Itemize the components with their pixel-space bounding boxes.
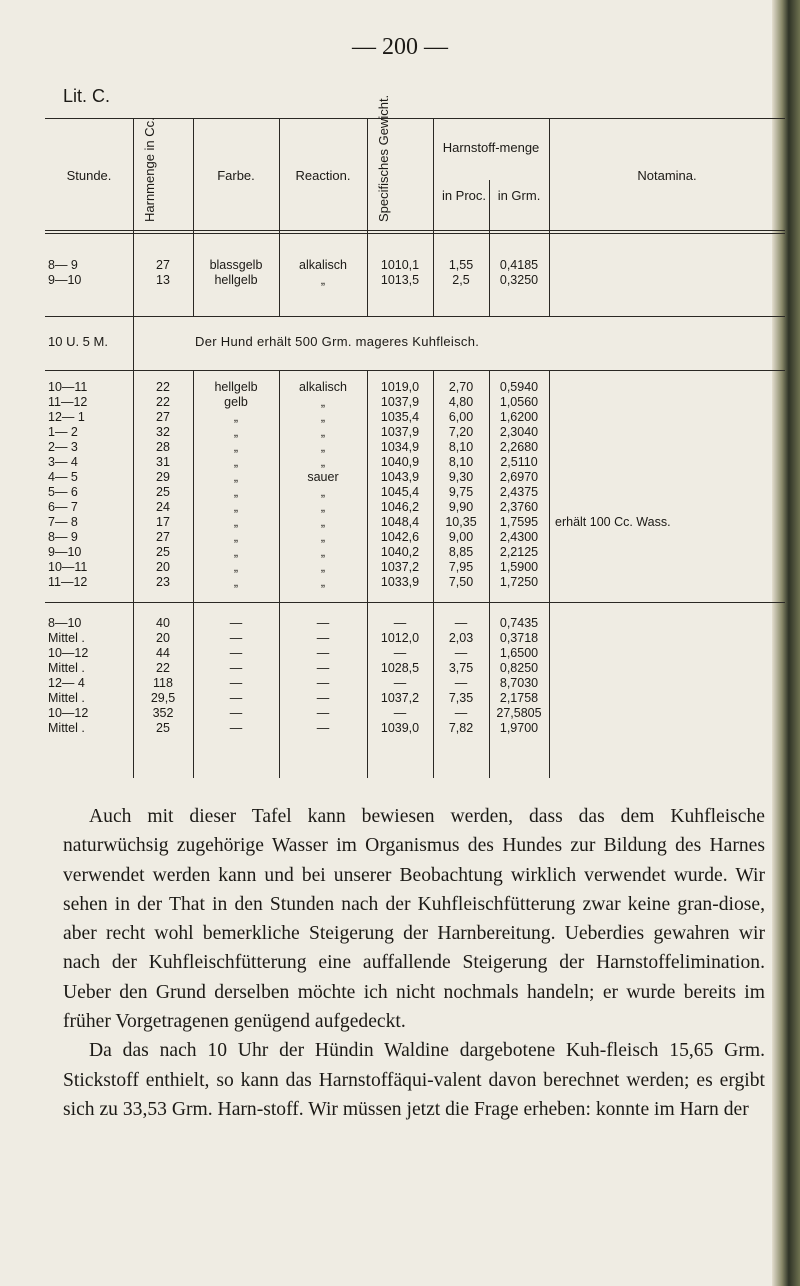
header-notamina: Notamina. <box>637 168 697 183</box>
table-row <box>45 721 785 736</box>
table-cell: 29 <box>156 470 170 484</box>
table-cell: 0,4185 <box>499 258 539 272</box>
table-cell: 8,85 <box>448 545 474 559</box>
table-cell: — <box>316 631 330 645</box>
table-cell: — <box>393 676 407 690</box>
table-cell: 1,5900 <box>499 560 539 574</box>
table-cell: 1,0560 <box>499 395 539 409</box>
page-number: — 200 — <box>352 34 448 60</box>
rule-note <box>45 370 785 371</box>
rule-header-bottom-double <box>45 233 785 234</box>
table-cell: 1040,2 <box>380 545 420 559</box>
table-cell: „ <box>320 425 326 439</box>
table-cell: — <box>316 706 330 720</box>
table-cell: „ <box>233 440 239 454</box>
table-cell: 22 <box>156 395 170 409</box>
table-row <box>45 616 785 631</box>
table-cell: „ <box>233 410 239 424</box>
table-cell <box>549 395 689 410</box>
table-cell: 23 <box>156 575 170 589</box>
table-cell <box>549 575 689 590</box>
table-cell <box>549 530 689 545</box>
table-cell: 12— 4 <box>48 676 85 690</box>
table-cell: 1037,9 <box>380 425 420 439</box>
table-cell: 6,00 <box>448 410 474 424</box>
table-cell: 0,7435 <box>499 616 539 630</box>
table-cell: Mittel . <box>48 631 85 645</box>
table-cell: 2,4375 <box>499 485 539 499</box>
table-cell: 11—12 <box>48 575 88 589</box>
table-cell: — <box>316 721 330 735</box>
table-cell: 8— 9 <box>48 258 78 272</box>
header-harnstoff-grm: in Grm. <box>497 188 541 203</box>
table-row <box>45 706 785 721</box>
feeding-note-time: 10 U. 5 M. <box>48 334 108 349</box>
rule-section-b <box>45 602 785 603</box>
table-cell: 27 <box>156 410 170 424</box>
table-cell <box>549 470 689 485</box>
table-cell: „ <box>233 485 239 499</box>
table-cell: 22 <box>156 661 170 675</box>
table-cell: alkalisch <box>299 258 347 272</box>
table-cell <box>549 646 689 661</box>
table-cell <box>549 380 689 395</box>
table-row <box>45 646 785 661</box>
table-cell: erhält 100 Cc. Wass. <box>555 515 671 529</box>
table-cell: 27 <box>156 258 170 272</box>
header-reaction: Reaction. <box>295 168 351 183</box>
table-cell <box>549 676 689 691</box>
table-cell: 10—11 <box>48 560 88 574</box>
table-cell: 1048,4 <box>380 515 420 529</box>
table-cell: — <box>454 646 468 660</box>
table-cell: 1,6200 <box>499 410 539 424</box>
table-cell: 1034,9 <box>380 440 420 454</box>
table-cell: 27 <box>156 530 170 544</box>
table-cell: 118 <box>153 676 173 690</box>
table-row <box>45 500 785 515</box>
table-cell: 40 <box>156 616 170 630</box>
table-row <box>45 273 785 288</box>
table-cell: 4,80 <box>448 395 474 409</box>
table-cell <box>549 273 689 288</box>
table-cell: 1040,9 <box>380 455 420 469</box>
header-harnmenge: Harnmenge in Cc. <box>142 117 157 222</box>
table-cell <box>549 721 689 736</box>
table-cell: hellgelb <box>214 380 258 394</box>
body-text <box>63 802 765 1124</box>
feeding-note-text: Der Hund erhält 500 Grm. mageres Kuhfleisch. <box>195 334 480 349</box>
table-cell <box>549 440 689 455</box>
table-cell: — <box>316 676 330 690</box>
header-harnstoff-proc: in Proc. <box>441 188 487 203</box>
table-cell: 1037,2 <box>380 691 420 705</box>
table-cell: — <box>316 646 330 660</box>
table-cell <box>549 485 689 500</box>
table-cell: 0,3718 <box>499 631 539 645</box>
table-cell: 1043,9 <box>380 470 420 484</box>
table-cell: 3,75 <box>448 661 474 675</box>
table-cell: 7,50 <box>448 575 474 589</box>
table-cell: — <box>393 646 407 660</box>
running-head: Lit. C. <box>63 86 111 106</box>
table-cell: — <box>316 616 330 630</box>
table-cell: „ <box>320 515 326 529</box>
table-row <box>45 395 785 410</box>
table-cell <box>549 258 689 273</box>
table-cell: hellgelb <box>214 273 258 287</box>
table-cell: 1— 2 <box>48 425 78 439</box>
table-cell: „ <box>320 485 326 499</box>
header-farbe: Farbe. <box>217 168 255 183</box>
table-cell: alkalisch <box>299 380 347 394</box>
table-cell: — <box>229 691 243 705</box>
table-cell: 9,30 <box>448 470 474 484</box>
table-cell: — <box>454 706 468 720</box>
table-cell: 1,9700 <box>499 721 539 735</box>
table-row <box>45 661 785 676</box>
table-cell: 3— 4 <box>48 455 78 469</box>
paragraph-1: Auch mit dieser Tafel kann bewiesen werden, dass das dem Kuhfleische naturwüchsig zugehörige Wasser im Organismus des Hundes zur Bildung des Harnes verwendet werden kann und bei unserer Beobachtung wirklich verwendet wurde. Wir sehen in der That in den Stunden nach der Kuhfleischfütterung zwar keine gran-diose, aber recht wohl bemerkliche Steigerung der Harnbereitung. Ueberdies gewahren wir nach der Kuhfleischfütterung eine auffallende Steigerung der Harnstoffelimination. Ueber den Grund derselben möchte ich nicht nochmals handeln; er wurde bereits im früher Vorgetragenen genügend aufgedeckt. <box>63 806 765 1033</box>
table-cell: 12— 1 <box>48 410 85 424</box>
table-cell: 1028,5 <box>380 661 420 675</box>
table-cell: 1039,0 <box>380 721 420 735</box>
table-cell: 1033,9 <box>380 575 420 589</box>
table-cell: 9,90 <box>448 500 474 514</box>
table-cell <box>549 706 689 721</box>
rule-section-a <box>45 316 785 317</box>
table-row <box>45 545 785 560</box>
table-cell: 1046,2 <box>380 500 420 514</box>
table-cell: 9,00 <box>448 530 474 544</box>
table-cell: 8,10 <box>448 440 474 454</box>
table-cell <box>549 410 689 425</box>
table-cell: Mittel . <box>48 721 85 735</box>
table-cell <box>549 631 689 646</box>
table-cell: 1,55 <box>448 258 474 272</box>
table-cell: 8,10 <box>448 455 474 469</box>
table-row <box>45 515 785 530</box>
table-row <box>45 440 785 455</box>
table-cell: 352 <box>152 706 174 720</box>
table-row <box>45 530 785 545</box>
table-row <box>45 410 785 425</box>
table-cell: 1,6500 <box>499 646 539 660</box>
table-cell: „ <box>233 530 239 544</box>
header-harnstoff: Harnstoff-menge <box>442 140 540 155</box>
table-row <box>45 258 785 273</box>
table-cell: 1037,2 <box>380 560 420 574</box>
table-cell: 7,35 <box>448 691 474 705</box>
table-cell: 1,7250 <box>499 575 539 589</box>
table-cell: 10,35 <box>445 515 477 529</box>
table-row <box>45 676 785 691</box>
table-cell: 2,1758 <box>499 691 539 705</box>
table-cell: 24 <box>156 500 170 514</box>
rule-header-bottom <box>45 230 785 231</box>
table-cell: 31 <box>156 455 170 469</box>
table-cell: gelb <box>224 395 248 409</box>
table-cell: 6— 7 <box>48 500 78 514</box>
table-row <box>45 631 785 646</box>
table-cell: 2— 3 <box>48 440 78 454</box>
table-cell: 10—12 <box>48 646 89 660</box>
table-cell: 10—12 <box>48 706 89 720</box>
table-cell: — <box>229 676 243 690</box>
table-cell: „ <box>233 560 239 574</box>
table-cell: 1013,5 <box>380 273 420 287</box>
table-row <box>45 691 785 706</box>
table-cell: 8—10 <box>48 616 82 630</box>
table-cell: „ <box>320 500 326 514</box>
table-cell: 25 <box>156 485 170 499</box>
table-cell: 32 <box>156 425 170 439</box>
table-cell: blassgelb <box>209 258 263 272</box>
table-cell: 4— 5 <box>48 470 78 484</box>
table-cell: — <box>393 616 407 630</box>
table-cell: 0,3250 <box>499 273 539 287</box>
table-cell: 2,5110 <box>500 455 538 469</box>
table-cell: 0,8250 <box>499 661 539 675</box>
table-cell: — <box>393 706 407 720</box>
table-cell: 9—10 <box>48 545 82 559</box>
table-cell: 20 <box>156 631 170 645</box>
table-row <box>45 575 785 590</box>
table-cell: 1019,0 <box>380 380 420 394</box>
header-gewicht: Specifisches Gewicht. <box>376 94 391 222</box>
table-cell: sauer <box>307 470 339 484</box>
table-cell: 2,2680 <box>499 440 539 454</box>
table-cell: 25 <box>156 545 170 559</box>
table-cell: Mittel . <box>48 661 85 675</box>
table-cell: „ <box>320 545 326 559</box>
table-cell: 8— 9 <box>48 530 78 544</box>
table-cell: „ <box>320 575 326 589</box>
table-cell: 7,20 <box>448 425 474 439</box>
table-cell: 1042,6 <box>380 530 420 544</box>
table-cell <box>549 545 689 560</box>
table-cell: 2,3760 <box>499 500 539 514</box>
table-cell: „ <box>233 545 239 559</box>
table-cell: — <box>316 661 330 675</box>
table-section-after-feeding <box>45 380 785 590</box>
table-cell: 44 <box>156 646 170 660</box>
table-cell: 25 <box>156 721 170 735</box>
table-cell: 11—12 <box>48 395 88 409</box>
table-cell: 8,7030 <box>499 676 539 690</box>
table-cell: „ <box>233 470 239 484</box>
table-cell: — <box>229 646 243 660</box>
table-cell: — <box>229 661 243 675</box>
table-cell: 20 <box>156 560 170 574</box>
table-cell: 27,5805 <box>496 706 542 720</box>
vrule-6 <box>489 180 490 316</box>
table-row <box>45 470 785 485</box>
table-cell <box>549 661 689 676</box>
table-cell: „ <box>320 440 326 454</box>
table-cell: „ <box>320 395 326 409</box>
table-row <box>45 425 785 440</box>
table-cell: „ <box>233 575 239 589</box>
table-cell: 10—11 <box>48 380 88 394</box>
table-cell: „ <box>233 425 239 439</box>
table-cell: „ <box>320 455 326 469</box>
header-stunde: Stunde. <box>66 168 112 183</box>
table-cell: 2,03 <box>448 631 474 645</box>
table-cell: „ <box>233 515 239 529</box>
table-cell: 22 <box>156 380 170 394</box>
table-cell: — <box>229 616 243 630</box>
table-cell: 9—10 <box>48 273 82 287</box>
table-row <box>45 485 785 500</box>
table-cell: 1,7595 <box>499 515 539 529</box>
table-row <box>45 455 785 470</box>
table-cell: 2,3040 <box>499 425 539 439</box>
table-row <box>45 560 785 575</box>
paragraph-2: Da das nach 10 Uhr der Hündin Waldine dargebotene Kuh-fleisch 15,65 Grm. Stickstoff enthielt, so kann das Harnstoffäqui-valent davon berechnet werden; es ergibt sich zu 33,53 Grm. Harn-stoff. Wir müssen jetzt die Frage erheben: konnte im Harn der <box>63 1040 765 1120</box>
table-cell: „ <box>320 560 326 574</box>
table-cell: 7,95 <box>448 560 474 574</box>
table-cell: — <box>454 616 468 630</box>
table-cell: 7,82 <box>448 721 474 735</box>
vrule-note <box>133 316 134 370</box>
table-cell: „ <box>320 410 326 424</box>
table-cell: „ <box>233 500 239 514</box>
table-cell: 29,5 <box>150 691 176 705</box>
table-cell: 2,6970 <box>499 470 539 484</box>
table-cell: 13 <box>156 273 170 287</box>
table-row <box>45 380 785 395</box>
table-cell: — <box>229 631 243 645</box>
table-section-before <box>45 258 785 288</box>
table-cell: 1045,4 <box>380 485 420 499</box>
table-cell: „ <box>320 530 326 544</box>
table-cell <box>549 560 689 575</box>
table-cell: 0,5940 <box>499 380 539 394</box>
table-cell: — <box>316 691 330 705</box>
table-cell: 1012,0 <box>380 631 420 645</box>
table-cell: 2,4300 <box>499 530 539 544</box>
table-cell: 1010,1 <box>380 258 420 272</box>
table-cell: 2,70 <box>448 380 474 394</box>
table-cell: 7— 8 <box>48 515 78 529</box>
table-cell: 28 <box>156 440 170 454</box>
table-cell: 1037,9 <box>380 395 420 409</box>
table-cell: 5— 6 <box>48 485 78 499</box>
table-cell <box>549 691 689 706</box>
table-cell: 2,2125 <box>499 545 539 559</box>
table-cell: — <box>229 706 243 720</box>
table-cell <box>549 616 689 631</box>
table-section-summary <box>45 616 785 736</box>
table-cell: Mittel . <box>48 691 85 705</box>
table-cell: — <box>454 676 468 690</box>
table-cell <box>549 500 689 515</box>
table-cell: 2,5 <box>452 273 470 287</box>
table-cell <box>549 425 689 440</box>
table-cell <box>549 455 689 470</box>
table-cell: „ <box>320 273 326 287</box>
table-cell: „ <box>233 455 239 469</box>
table-cell: — <box>229 721 243 735</box>
table-cell: 17 <box>156 515 170 529</box>
table-cell: 9,75 <box>448 485 474 499</box>
table-cell: 1035,4 <box>380 410 420 424</box>
